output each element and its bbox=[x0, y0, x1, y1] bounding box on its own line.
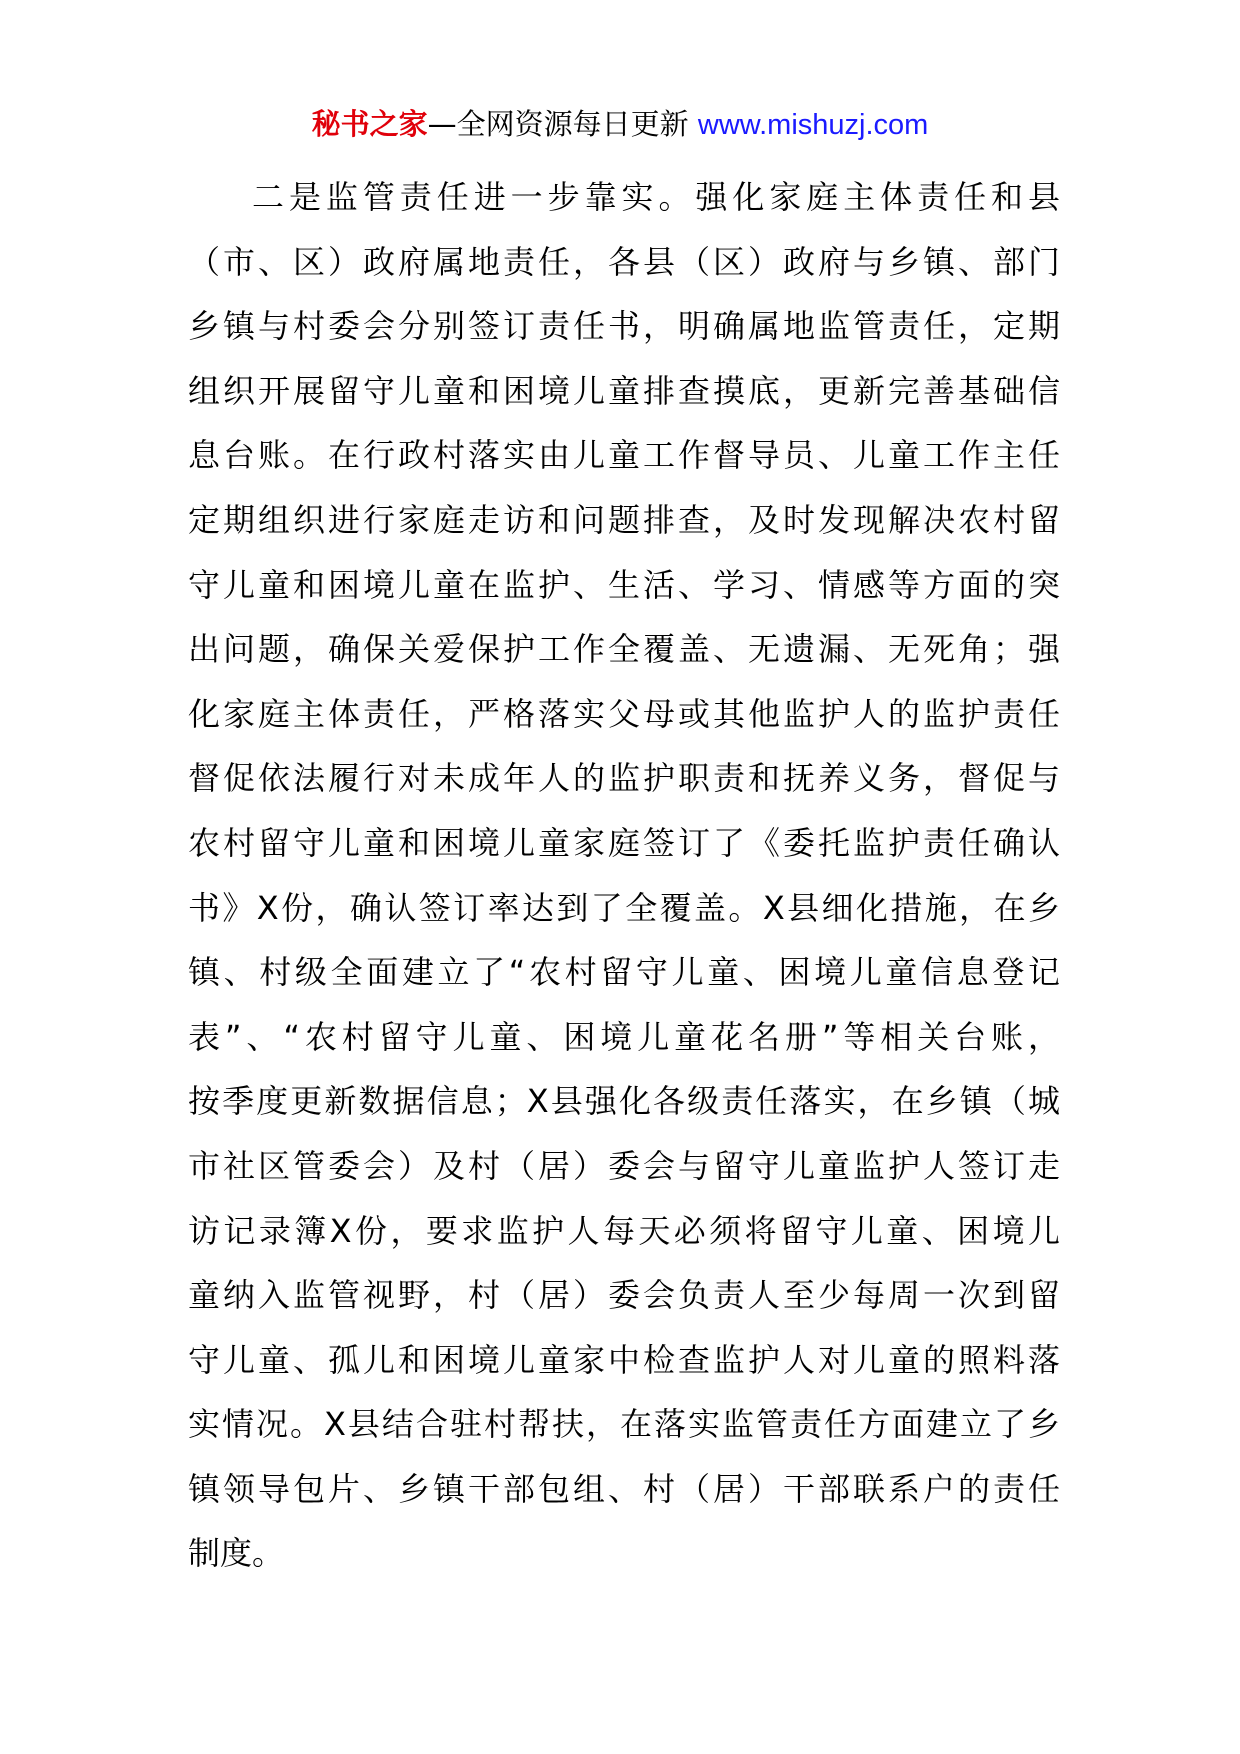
paragraph-line: 童纳入监管视野，村（居）委会负责人至少每周一次到留 bbox=[188, 1276, 1060, 1315]
paragraph-line: 乡镇与村委会分别签订责任书，明确属地监管责任，定期 bbox=[188, 307, 1060, 346]
paragraph-line: 镇领导包片、乡镇干部包组、村（居）干部联系户的责任 bbox=[188, 1469, 1060, 1508]
header-url-link[interactable]: www.mishuzj.com bbox=[697, 109, 929, 141]
page-header bbox=[0, 104, 1240, 145]
paragraph-line: 守儿童、孤儿和困境儿童家中检查监护人对儿童的照料落 bbox=[188, 1340, 1060, 1379]
paragraph-line: 市社区管委会）及村（居）委会与留守儿童监护人签订走 bbox=[188, 1146, 1060, 1185]
paragraph-line: 实情况。X县结合驻村帮扶，在落实监管责任方面建立了乡 bbox=[188, 1405, 1060, 1444]
paragraph-line: 书》X份，确认签订率达到了全覆盖。X县细化措施，在乡 bbox=[188, 888, 1060, 927]
paragraph-line: 出问题，确保关爱保护工作全覆盖、无遗漏、无死角；强 bbox=[188, 630, 1060, 669]
paragraph-line: 按季度更新数据信息；X县强化各级责任落实，在乡镇（城 bbox=[188, 1082, 1060, 1121]
header-tagline: —全网资源每日更新 bbox=[427, 107, 698, 141]
paragraph-line: 二是监管责任进一步靠实。强化家庭主体责任和县 bbox=[252, 178, 1060, 216]
paragraph-line: 制度。 bbox=[188, 1534, 285, 1573]
paragraph-line: 定期组织进行家庭走访和问题排查，及时发现解决农村留 bbox=[188, 500, 1060, 539]
body-paragraph bbox=[188, 165, 1060, 1586]
paragraph-line: 访记录簿X份，要求监护人每天必须将留守儿童、困境儿 bbox=[188, 1211, 1060, 1250]
paragraph-line: 息台账。在行政村落实由儿童工作督导员、儿童工作主任 bbox=[188, 436, 1060, 475]
paragraph-line: 守儿童和困境儿童在监护、生活、学习、情感等方面的突 bbox=[188, 565, 1060, 604]
paragraph-line: （市、区）政府属地责任，各县（区）政府与乡镇、部门 bbox=[188, 242, 1060, 281]
paragraph-line: 督促依法履行对未成年人的监护职责和抚养义务，督促与 bbox=[188, 759, 1060, 798]
paragraph-line: 镇、村级全面建立了“农村留守儿童、困境儿童信息登记 bbox=[188, 953, 1060, 992]
paragraph-line: 农村留守儿童和困境儿童家庭签订了《委托监护责任确认 bbox=[188, 823, 1060, 862]
paragraph-line: 组织开展留守儿童和困境儿童排查摸底，更新完善基础信 bbox=[188, 371, 1060, 410]
header-brand: 秘书之家 bbox=[311, 107, 428, 141]
paragraph-line: 表”、“农村留守儿童、困境儿童花名册”等相关台账， bbox=[188, 1017, 1060, 1056]
paragraph-line: 化家庭主体责任，严格落实父母或其他监护人的监护责任 bbox=[188, 694, 1060, 733]
